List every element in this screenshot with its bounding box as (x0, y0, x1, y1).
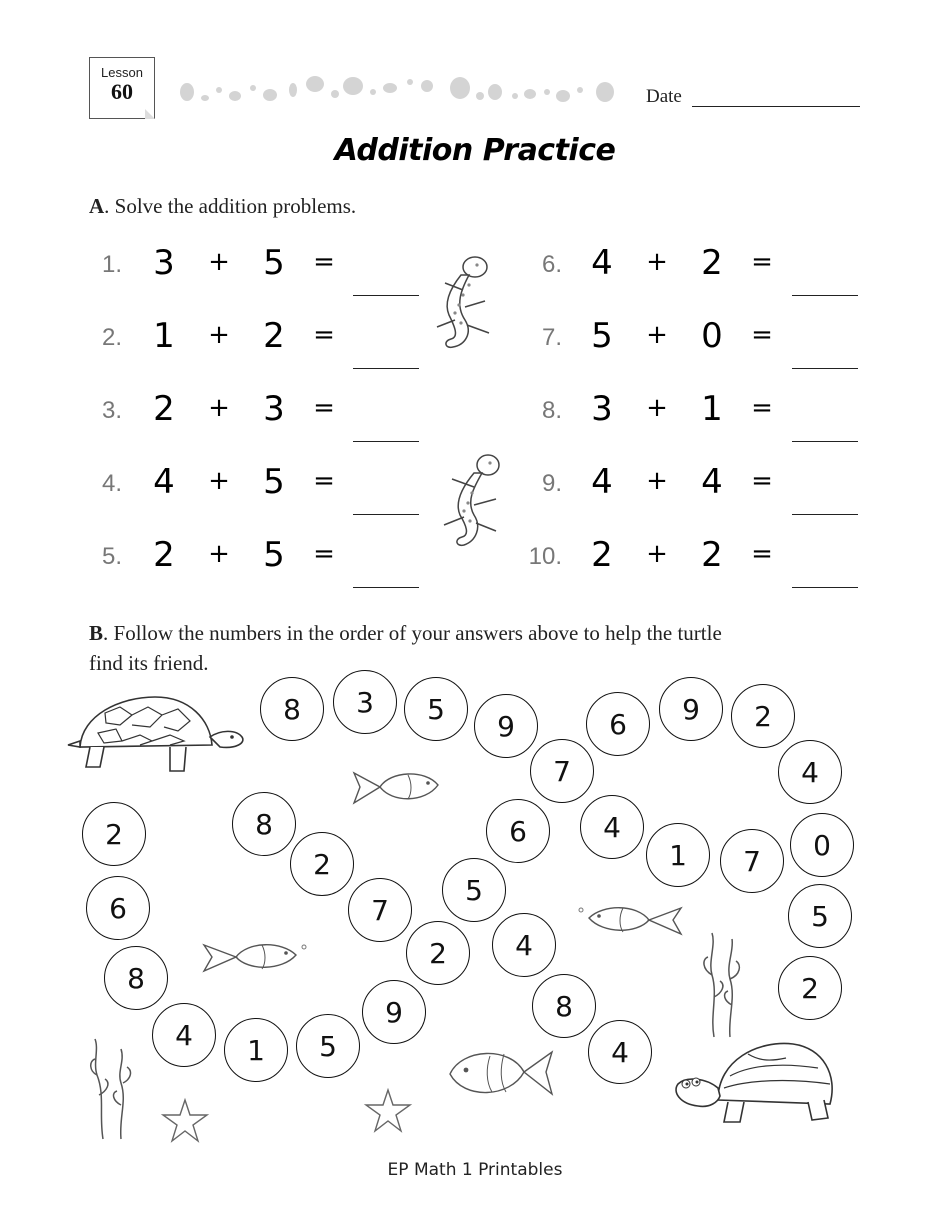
maze-circle[interactable]: 2 (406, 921, 470, 985)
addend-b: 4 (701, 462, 723, 502)
addend-a: 3 (591, 389, 613, 429)
answer-blank[interactable] (353, 368, 419, 369)
lizard-icon (430, 445, 525, 565)
maze-circle[interactable]: 6 (486, 799, 550, 863)
page-title: Addition Practice (334, 133, 616, 168)
turtle-icon (668, 1030, 843, 1130)
maze-circle[interactable]: 4 (588, 1020, 652, 1084)
plus-sign: + (208, 393, 230, 423)
problem-number: 4. (101, 470, 122, 497)
maze-circle[interactable]: 4 (152, 1003, 216, 1067)
equals-sign: = (751, 320, 773, 350)
addend-a: 2 (153, 535, 175, 575)
seaweed-icon (690, 925, 750, 1040)
maze-circle[interactable]: 4 (492, 913, 556, 977)
addend-a: 2 (591, 535, 613, 575)
answer-blank[interactable] (792, 587, 858, 588)
maze-circle[interactable]: 8 (104, 946, 168, 1010)
seaweed-icon (85, 1035, 145, 1140)
maze-circle[interactable]: 2 (778, 956, 842, 1020)
addend-b: 5 (263, 535, 285, 575)
maze-circle[interactable]: 5 (296, 1014, 360, 1078)
problem-number: 2. (101, 324, 122, 351)
maze-circle[interactable]: 2 (731, 684, 795, 748)
maze-circle[interactable]: 3 (333, 670, 397, 734)
equals-sign: = (313, 466, 335, 496)
equals-sign: = (313, 320, 335, 350)
maze-circle[interactable]: 5 (788, 884, 852, 948)
maze-circle[interactable]: 8 (532, 974, 596, 1038)
plus-sign: + (646, 247, 668, 277)
section-a-text: . Solve the addition problems. (104, 194, 357, 218)
fish-icon (350, 765, 445, 810)
addend-a: 3 (153, 243, 175, 283)
fish-icon (575, 898, 685, 943)
page-fold (145, 109, 155, 119)
addend-b: 2 (701, 535, 723, 575)
maze-circle[interactable]: 7 (530, 739, 594, 803)
equals-sign: = (751, 466, 773, 496)
problem-number: 8. (541, 397, 562, 424)
answer-blank[interactable] (353, 295, 419, 296)
lesson-badge (89, 57, 155, 119)
decorative-border (175, 70, 625, 110)
plus-sign: + (646, 539, 668, 569)
problem-number: 5. (101, 543, 122, 570)
maze-circle[interactable]: 1 (224, 1018, 288, 1082)
answer-blank[interactable] (792, 514, 858, 515)
maze-circle[interactable]: 0 (790, 813, 854, 877)
section-a-instruction (89, 194, 356, 219)
maze-circle[interactable]: 9 (474, 694, 538, 758)
maze-circle[interactable]: 7 (348, 878, 412, 942)
maze-circle[interactable]: 6 (586, 692, 650, 756)
plus-sign: + (646, 320, 668, 350)
addend-b: 5 (263, 462, 285, 502)
maze-circle[interactable]: 6 (86, 876, 150, 940)
equals-sign: = (313, 539, 335, 569)
addend-b: 1 (701, 389, 723, 429)
section-a-letter: A (89, 194, 105, 218)
maze-circle[interactable]: 4 (778, 740, 842, 804)
answer-blank[interactable] (792, 368, 858, 369)
answer-blank[interactable] (792, 441, 858, 442)
addend-a: 4 (591, 462, 613, 502)
problem-number: 10. (528, 543, 562, 570)
starfish-icon (363, 1088, 413, 1133)
plus-sign: + (208, 247, 230, 277)
addend-a: 1 (153, 316, 175, 356)
date-label: Date (646, 86, 682, 107)
equals-sign: = (751, 393, 773, 423)
answer-blank[interactable] (792, 295, 858, 296)
section-b-text-1: . Follow the numbers in the order of your answers above to help the turtle (103, 621, 722, 645)
equals-sign: = (313, 393, 335, 423)
addend-b: 2 (701, 243, 723, 283)
equals-sign: = (751, 539, 773, 569)
starfish-icon (160, 1098, 210, 1143)
maze-circle[interactable]: 2 (290, 832, 354, 896)
plus-sign: + (208, 539, 230, 569)
equals-sign: = (313, 247, 335, 277)
section-b-instruction (89, 618, 869, 678)
addend-a: 2 (153, 389, 175, 429)
plus-sign: + (208, 320, 230, 350)
answer-blank[interactable] (353, 441, 419, 442)
maze-circle[interactable]: 5 (404, 677, 468, 741)
plus-sign: + (646, 393, 668, 423)
fish-icon (440, 1040, 555, 1105)
maze-circle[interactable]: 7 (720, 829, 784, 893)
plus-sign: + (208, 466, 230, 496)
maze-circle[interactable]: 5 (442, 858, 506, 922)
section-b-text-2: find its friend. (89, 651, 209, 675)
section-b-letter: B (89, 621, 104, 645)
maze-circle[interactable]: 1 (646, 823, 710, 887)
addend-b: 2 (263, 316, 285, 356)
problem-number: 3. (101, 397, 122, 424)
answer-blank[interactable] (353, 514, 419, 515)
answer-blank[interactable] (353, 587, 419, 588)
lizard-icon (425, 245, 520, 365)
addend-a: 5 (591, 316, 613, 356)
maze-circle[interactable]: 9 (659, 677, 723, 741)
problem-number: 7. (541, 324, 562, 351)
addend-b: 3 (263, 389, 285, 429)
date-field[interactable] (692, 106, 860, 107)
maze-circle[interactable]: 8 (260, 677, 324, 741)
problem-number: 6. (541, 251, 562, 278)
footer-text: EP Math 1 Printables (387, 1160, 563, 1180)
plus-sign: + (646, 466, 668, 496)
lesson-label: Lesson (101, 65, 143, 80)
maze-circle[interactable]: 2 (82, 802, 146, 866)
lesson-number: 60 (111, 79, 133, 104)
maze-circle[interactable]: 8 (232, 792, 296, 856)
problem-number: 1. (101, 251, 122, 278)
equals-sign: = (751, 247, 773, 277)
problem-number: 9. (541, 470, 562, 497)
turtle-icon (60, 685, 250, 785)
addend-b: 5 (263, 243, 285, 283)
maze-circle[interactable]: 4 (580, 795, 644, 859)
addend-b: 0 (701, 316, 723, 356)
maze-circle[interactable]: 9 (362, 980, 426, 1044)
addend-a: 4 (591, 243, 613, 283)
addend-a: 4 (153, 462, 175, 502)
fish-icon (200, 935, 310, 980)
